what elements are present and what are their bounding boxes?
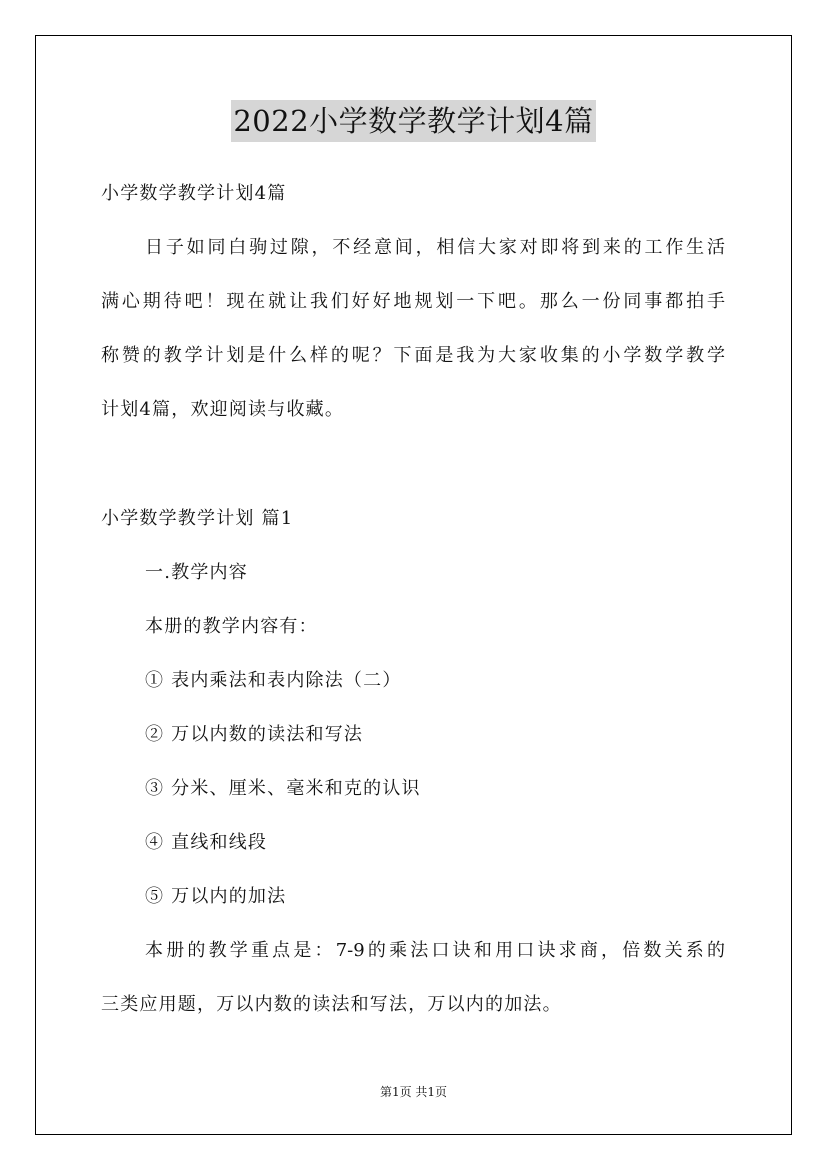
key-point-line-1: 本册的教学重点是：7-9的乘法口诀和用口诀求商，倍数关系的 xyxy=(145,940,725,961)
intro-line-3: 称赞的教学计划是什么样的呢？下面是我为大家收集的小学数学教学 xyxy=(101,345,725,366)
list-item: ① 表内乘法和表内除法（二） xyxy=(145,670,402,691)
page-number: 第1页 共1页 xyxy=(379,1085,448,1099)
list-item: ② 万以内数的读法和写法 xyxy=(145,724,364,745)
subheading: 一.教学内容 xyxy=(145,562,248,583)
section-heading: 小学数学教学计划 篇1 xyxy=(101,508,294,529)
document-subtitle: 小学数学教学计划4篇 xyxy=(101,183,287,204)
list-item: ③ 分米、厘米、毫米和克的认识 xyxy=(145,778,421,799)
document-title: 2022小学数学教学计划4篇 xyxy=(231,100,595,142)
intro-line-4: 计划4篇，欢迎阅读与收藏。 xyxy=(101,399,345,420)
intro-line-2: 满心期待吧！现在就让我们好好地规划一下吧。那么一份同事都拍手 xyxy=(101,291,725,312)
title-container xyxy=(0,100,827,142)
list-item: ⑤ 万以内的加法 xyxy=(145,886,287,907)
intro-line-1: 日子如同白驹过隙，不经意间，相信大家对即将到来的工作生活 xyxy=(145,237,725,258)
list-item: ④ 直线和线段 xyxy=(145,832,268,853)
key-point-line-2: 三类应用题，万以内数的读法和写法，万以内的加法。 xyxy=(101,994,562,1015)
content-intro: 本册的教学内容有： xyxy=(145,616,318,637)
